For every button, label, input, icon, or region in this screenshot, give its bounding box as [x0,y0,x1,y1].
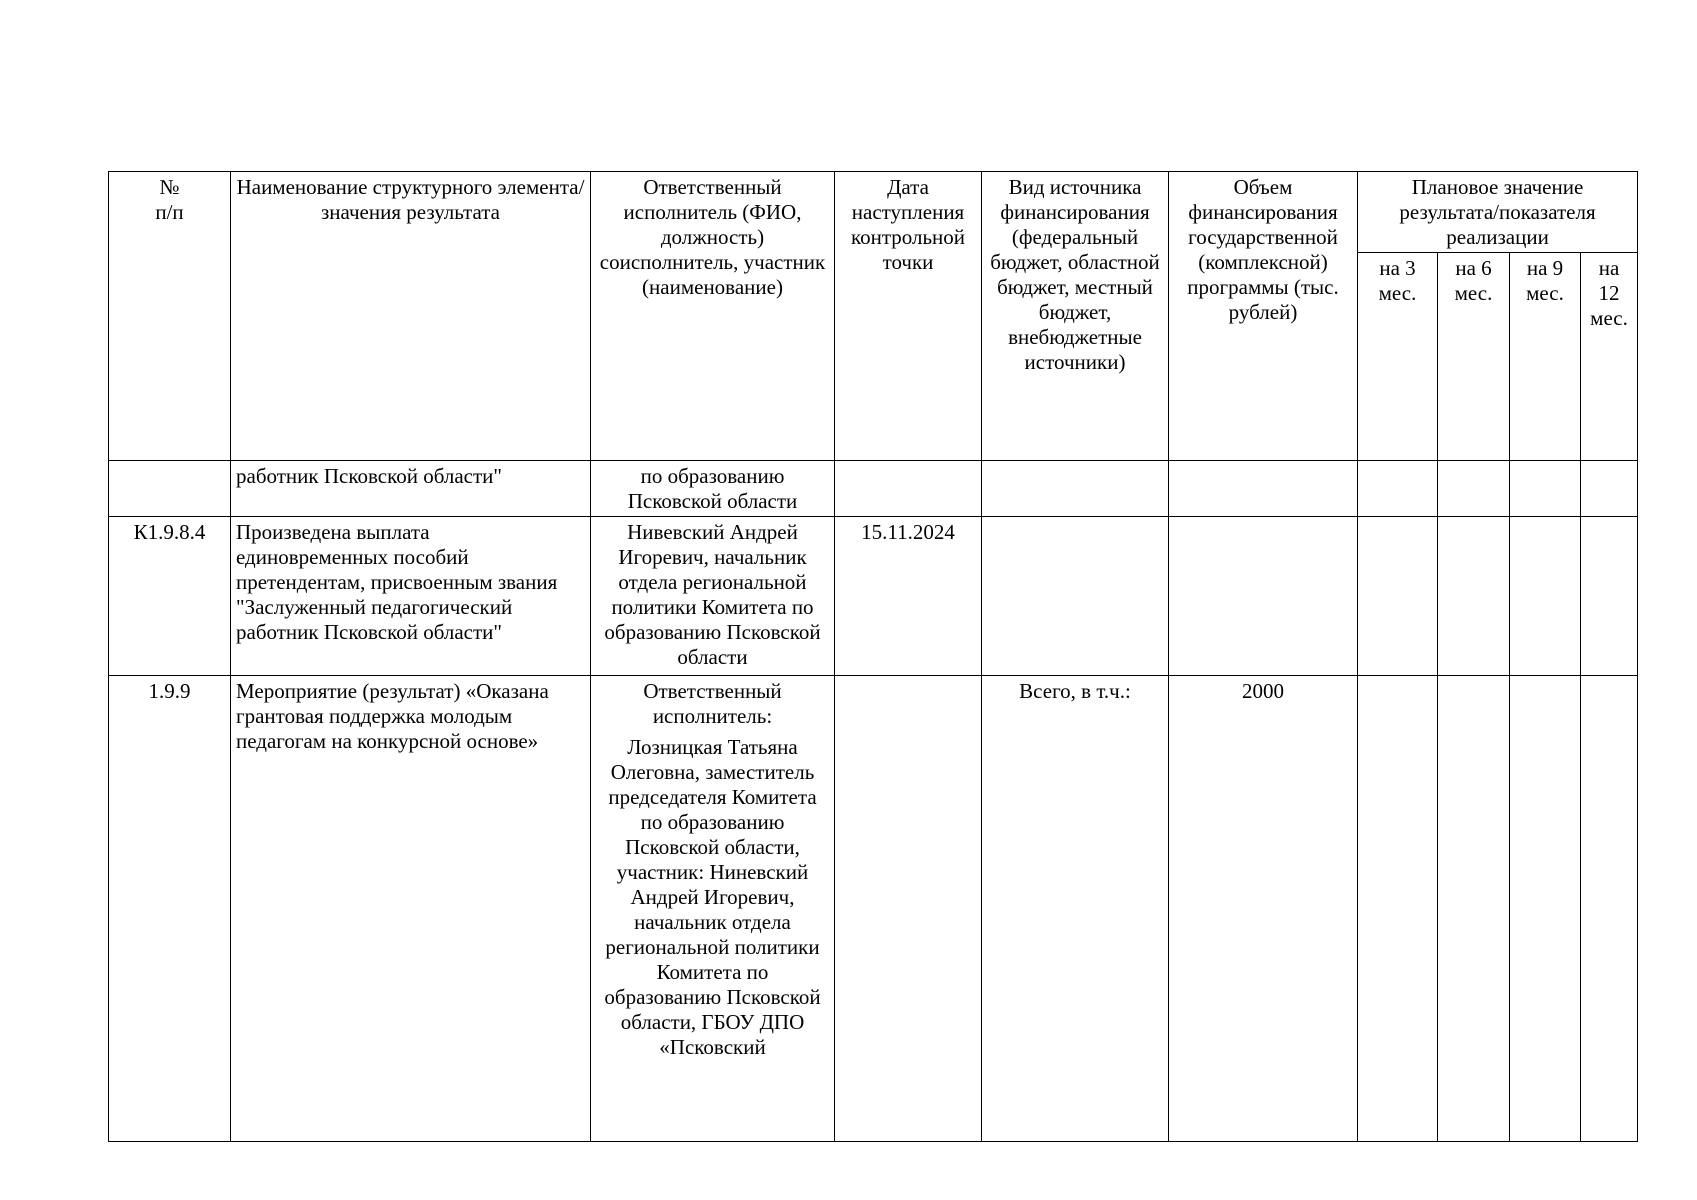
cell-name: работник Псковской области" [231,461,591,517]
header-date: Дата наступления контрольной точки [835,172,982,461]
table-row [109,676,1638,1142]
cell-date [835,676,982,1142]
header-name: Наименование структурного элемента/ значения результата [231,172,591,461]
cell-period-9 [1510,461,1581,517]
plan-table [108,171,1638,1142]
cell-name: Произведена выплата единовременных пособий претендентам, присвоенным звания "Заслуженный педагогический работник Псковской области" [231,517,591,676]
header-responsible: Ответственный исполнитель (ФИО, должность) соисполнитель, участник (наименование) [591,172,835,461]
cell-period-3 [1358,461,1438,517]
cell-responsible [591,676,835,1142]
cell-period-6 [1438,676,1510,1142]
cell-date [835,461,982,517]
cell-period-12 [1581,676,1638,1142]
cell-volume [1169,517,1358,676]
cell-num: 1.9.9 [109,676,231,1142]
cell-period-12 [1581,461,1638,517]
cell-num [109,461,231,517]
cell-source: Всего, в т.ч.: [982,676,1169,1142]
responsible-heading: Ответственный исполнитель: [643,679,782,728]
cell-responsible: по образованию Псковской области [591,461,835,517]
header-planned: Плановое значение результата/показателя реализации [1358,172,1638,253]
header-num [109,172,231,461]
cell-name: Мероприятие (результат) «Оказана грантовая поддержка молодым педагогам на конкурсной основе» [231,676,591,1142]
cell-num: К1.9.8.4 [109,517,231,676]
cell-volume: 2000 [1169,676,1358,1142]
header-num-abbr: п/п [155,200,184,224]
header-num-symbol: № [159,175,180,199]
cell-source [982,461,1169,517]
table-row [109,461,1638,517]
cell-period-3 [1358,517,1438,676]
cell-period-9 [1510,517,1581,676]
header-row-1 [109,172,1638,253]
header-period-9: на 9 мес. [1510,253,1581,461]
header-period-6: на 6 мес. [1438,253,1510,461]
cell-period-9 [1510,676,1581,1142]
header-period-3: на 3 мес. [1358,253,1438,461]
cell-date: 15.11.2024 [835,517,982,676]
header-period-12: на 12 мес. [1581,253,1638,461]
cell-period-6 [1438,461,1510,517]
responsible-details: Лозницкая Татьяна Олеговна, заместитель председателя Комитета по образованию Псковской области, участник: Ниневский Андрей Игоревич, начальник отдела региональной политики Комитета по образованию Псковской области, ГБОУ ДПО «Псковский [604,735,821,1059]
cell-volume [1169,461,1358,517]
cell-responsible: Нивевский Андрей Игоревич, начальник отдела региональной политики Комитета по образованию Псковской области [591,517,835,676]
header-volume: Объем финансирования государственной (комплексной) программы (тыс. рублей) [1169,172,1358,461]
cell-source [982,517,1169,676]
cell-period-6 [1438,517,1510,676]
cell-period-3 [1358,676,1438,1142]
cell-period-12 [1581,517,1638,676]
table-row [109,517,1638,676]
header-source: Вид источника финансирования (федеральный бюджет, областной бюджет, местный бюджет, внебюджетные источники) [982,172,1169,461]
